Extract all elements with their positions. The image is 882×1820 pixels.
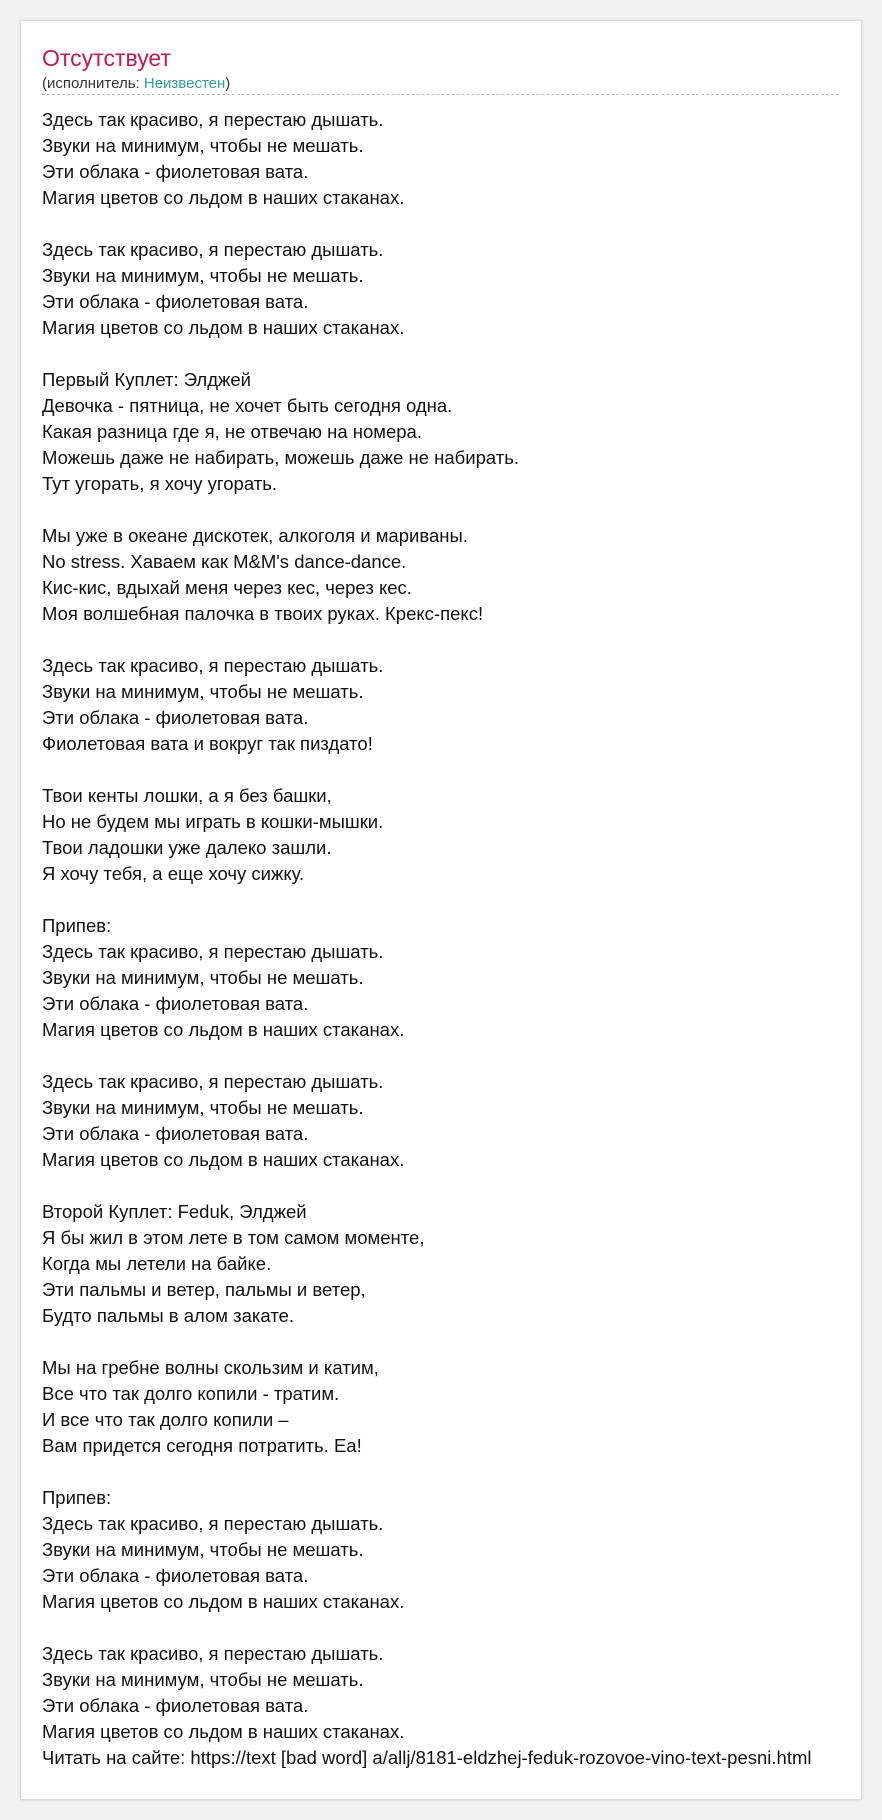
lyric-line: Эти облака - фиолетовая вата.	[42, 1565, 309, 1586]
stanza-break	[42, 497, 860, 523]
lyric-line: Магия цветов со льдом в наших стаканах.	[42, 1721, 405, 1742]
lyric-line: Звуки на минимум, чтобы не мешать.	[42, 135, 364, 156]
stanza-break	[42, 211, 860, 237]
lyric-line: Какая разница где я, не отвечаю на номера.	[42, 421, 422, 442]
lyric-line: Звуки на минимум, чтобы не мешать.	[42, 681, 364, 702]
lyric-line: No stress. Хаваем как M&M's dance-dance.	[42, 551, 407, 572]
lyric-line: Мы уже в океане дискотек, алкоголя и мариваны.	[42, 525, 468, 546]
lyric-line: Магия цветов со льдом в наших стаканах.	[42, 187, 405, 208]
lyric-line: Звуки на минимум, чтобы не мешать.	[42, 265, 364, 286]
artist-prefix: (исполнитель:	[42, 75, 144, 92]
lyric-line: Эти облака - фиолетовая вата.	[42, 291, 309, 312]
artist-link[interactable]: Неизвестен	[143, 75, 226, 92]
stanza-break	[42, 1615, 860, 1641]
lyric-line: Эти облака - фиолетовая вата.	[42, 707, 309, 728]
lyric-line: Здесь так красиво, я перестаю дышать.	[42, 239, 384, 260]
lyrics-card	[20, 20, 862, 1800]
lyric-line: Здесь так красиво, я перестаю дышать.	[42, 1643, 384, 1664]
lyric-line: Моя волшебная палочка в твоих руках. Крекс-пекс!	[42, 603, 484, 624]
lyric-line: Магия цветов со льдом в наших стаканах.	[42, 1019, 405, 1040]
lyric-line: Тут угорать, я хочу угорать.	[42, 473, 277, 494]
lyric-line: Первый Куплет: Элджей	[42, 369, 252, 390]
lyric-line: Эти облака - фиолетовая вата.	[42, 1123, 309, 1144]
song-title: Отсутствует	[42, 45, 171, 71]
lyric-line: Магия цветов со льдом в наших стаканах.	[42, 1149, 405, 1170]
lyric-line: Здесь так красиво, я перестаю дышать.	[42, 109, 384, 130]
lyric-line: Но не будем мы играть в кошки-мышки.	[42, 811, 384, 832]
lyric-line: Звуки на минимум, чтобы не мешать.	[42, 1097, 364, 1118]
lyric-line: Магия цветов со льдом в наших стаканах.	[42, 1591, 405, 1612]
lyric-line: Твои кенты лошки, а я без башки,	[42, 785, 332, 806]
lyric-line: И все что так долго копили –	[42, 1409, 289, 1430]
stanza-break	[42, 757, 860, 783]
lyric-line: Звуки на минимум, чтобы не мешать.	[42, 1669, 364, 1690]
lyric-line: Здесь так красиво, я перестаю дышать.	[42, 941, 384, 962]
lyric-line: Звуки на минимум, чтобы не мешать.	[42, 1539, 364, 1560]
lyric-line: Кис-кис, вдыхай меня через кес, через кес.	[42, 577, 412, 598]
lyric-line: Магия цветов со льдом в наших стаканах.	[42, 317, 405, 338]
stanza-break	[42, 1043, 860, 1069]
artist-line	[42, 74, 230, 94]
lyric-line: Я бы жил в этом лете в том самом моменте,	[42, 1227, 425, 1248]
lyric-line: Можешь даже не набирать, можешь даже не набирать.	[42, 447, 519, 468]
lyric-line: Вам придется сегодня потратить. Еа!	[42, 1435, 362, 1456]
source-link[interactable]: Читать на сайте: https://text [bad word] a/allj/8181-eldzhej-feduk-rozovoe-vino-text-pesni.html	[42, 1747, 812, 1768]
lyric-line: Эти облака - фиолетовая вата.	[42, 993, 309, 1014]
lyric-line: Здесь так красиво, я перестаю дышать.	[42, 1071, 384, 1092]
lyric-line: Эти пальмы и ветер, пальмы и ветер,	[42, 1279, 366, 1300]
lyrics-body	[42, 107, 860, 1771]
lyric-line: Когда мы летели на байке.	[42, 1253, 272, 1274]
stanza-break	[42, 1329, 860, 1355]
stanza-break	[42, 1173, 860, 1199]
lyric-line: Припев:	[42, 915, 112, 936]
artist-suffix: )	[225, 75, 231, 92]
lyric-line: Здесь так красиво, я перестаю дышать.	[42, 655, 384, 676]
stanza-break	[42, 1459, 860, 1485]
title-divider	[42, 94, 839, 95]
lyric-line: Здесь так красиво, я перестаю дышать.	[42, 1513, 384, 1534]
lyric-line: Фиолетовая вата и вокруг так пиздато!	[42, 733, 373, 754]
lyric-line: Эти облака - фиолетовая вата.	[42, 161, 309, 182]
stanza-break	[42, 341, 860, 367]
lyric-line: Будто пальмы в алом закате.	[42, 1305, 295, 1326]
lyric-line: Мы на гребне волны скользим и катим,	[42, 1357, 379, 1378]
stanza-break	[42, 627, 860, 653]
lyric-line: Все что так долго копили - тратим.	[42, 1383, 340, 1404]
lyric-line: Припев:	[42, 1487, 112, 1508]
lyric-line: Твои ладошки уже далеко зашли.	[42, 837, 332, 858]
lyric-line: Эти облака - фиолетовая вата.	[42, 1695, 309, 1716]
lyric-line: Звуки на минимум, чтобы не мешать.	[42, 967, 364, 988]
lyric-line: Я хочу тебя, а еще хочу сижку.	[42, 863, 305, 884]
lyric-line: Девочка - пятница, не хочет быть сегодня одна.	[42, 395, 453, 416]
stanza-break	[42, 887, 860, 913]
lyric-line: Второй Куплет: Feduk, Элджей	[42, 1201, 307, 1222]
